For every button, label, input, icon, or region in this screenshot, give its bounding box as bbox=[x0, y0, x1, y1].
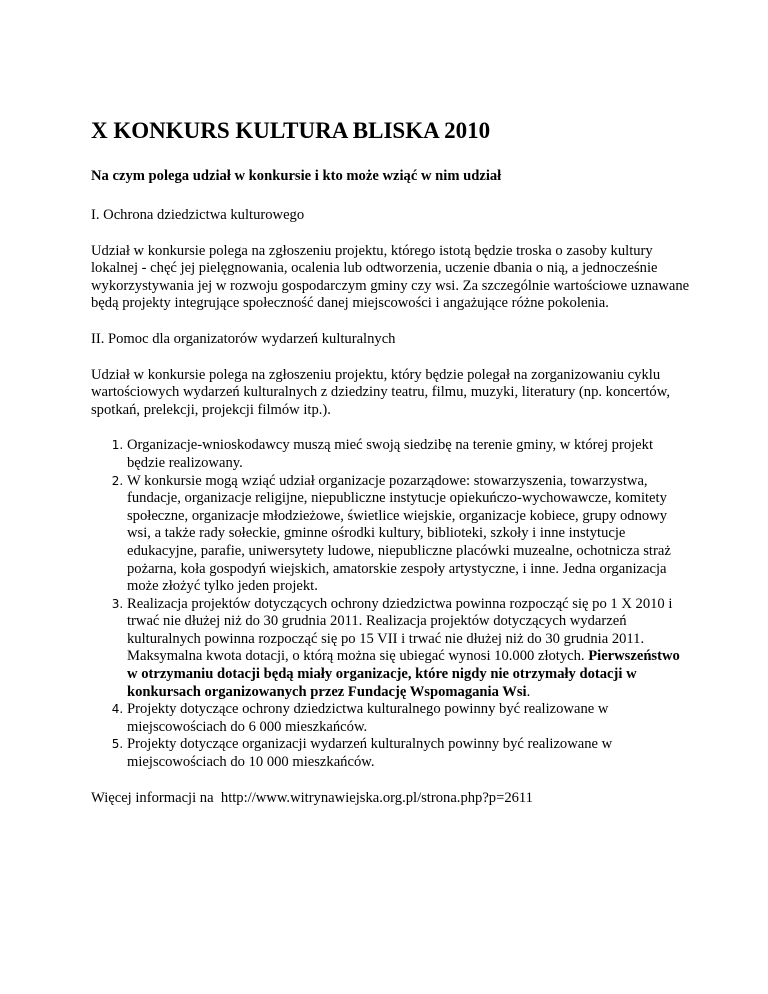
document-page bbox=[91, 117, 691, 825]
rule3-priority-text: Pierwszeństwo w otrzymaniu dotacji będą miały organizacje, które nigdy nie otrzymały dotacji w konkursach organizowanych przez Fundację Wspomagania Wsi bbox=[127, 648, 680, 700]
rules-list-item-1: 1. Organizacje-wnioskodawcy muszą mieć swoją siedzibę na terenie gminy, w której projekt będzie realizowany. bbox=[127, 437, 691, 472]
more-info-label: Więcej informacji na bbox=[91, 789, 221, 806]
section2-body: Udział w konkursie polega na zgłoszeniu projektu, który będzie polegał na zorganizowaniu cyklu wartościowych wydarzeń kulturalnych z dziedziny teatru, filmu, muzyki, literatury (np. koncertów, spotkań, prelekcji, projekcji filmów itp.). bbox=[91, 366, 670, 418]
rules-list-item-3 bbox=[127, 596, 691, 702]
rule3-end: . bbox=[526, 683, 531, 700]
rule3-text: Realizacja projektów dotyczących ochrony dziedzictwa powinna rozpocząć się po 1 X 2010 i trwać nie dłużej niż do 30 grudnia 2011. Realizacja projektów dotyczących wydarzeń kulturalnych powinna rozpocząć się po 15 VII i trwać nie dłużej niż do 30 grudnia 2011. Maksymalna kwota dotacji, o którą można się ubiegać wynosi 10.000 złotych. bbox=[127, 595, 673, 665]
more-info-paragraph bbox=[91, 790, 691, 808]
section1-heading: I. Ochrona dziedzictwa kulturowego bbox=[91, 207, 305, 223]
rules-list bbox=[91, 437, 691, 771]
rules-list-item-2: 2. W konkursie mogą wziąć udział organizacje pozarządowe: stowarzyszenia, towarzystwa, fundacje, organizacje religijne, niepubliczne instytucje opiekuńczo-wychowawcze, komitety społeczne, organizacje młodzieżowe, świetlice wiejskie, organizacje kobiece, grupy odnowy wsi, a także rady sołeckie, gminne ośrodki kultury, biblioteki, szkoły i inne instytucje edukacyjne, parafie, uniwersytety ludowe, niepubliczne placówki muzealne, ochotnicza straż pożarna, koła gospodyń wiejskich, amatorskie zespoły artystyczne, i inne. Jedna organizacja może złożyć tylko jeden projekt. bbox=[127, 473, 691, 596]
rules-list-item-4: 4. Projekty dotyczące ochrony dziedzictwa kulturalnego powinny być realizowane w miejscowościach do 6 000 mieszkańców. bbox=[127, 701, 691, 736]
section1-body: Udział w konkursie polega na zgłoszeniu projektu, którego istotą będzie troska o zasoby kultury lokalnej - chęć jej pielęgnowania, ocalenia lub odtworzenia, uczenie dbania o nią, a jednocześnie wykorzystywania jej w rozwoju gospodarczym gminy czy wsi. Za szczególnie wartościowe uznawane będą projekty integrujące społeczność danej miejscowości i angażujące różne pokolenia. bbox=[91, 242, 690, 312]
more-info-link[interactable]: http://www.witrynawiejska.org.pl/strona.php?p=2611 bbox=[220, 789, 533, 806]
rules-list-item-5: 5. Projekty dotyczące organizacji wydarzeń kulturalnych powinny być realizowane w miejscowościach do 10 000 mieszkańców. bbox=[127, 736, 691, 771]
section2-heading: II. Pomoc dla organizatorów wydarzeń kulturalnych bbox=[91, 330, 396, 347]
subtitle: Na czym polega udział w konkursie i kto może wziąć w nim udział bbox=[91, 168, 502, 184]
document-title: X KONKURS KULTURA BLISKA 2010 bbox=[91, 118, 491, 143]
